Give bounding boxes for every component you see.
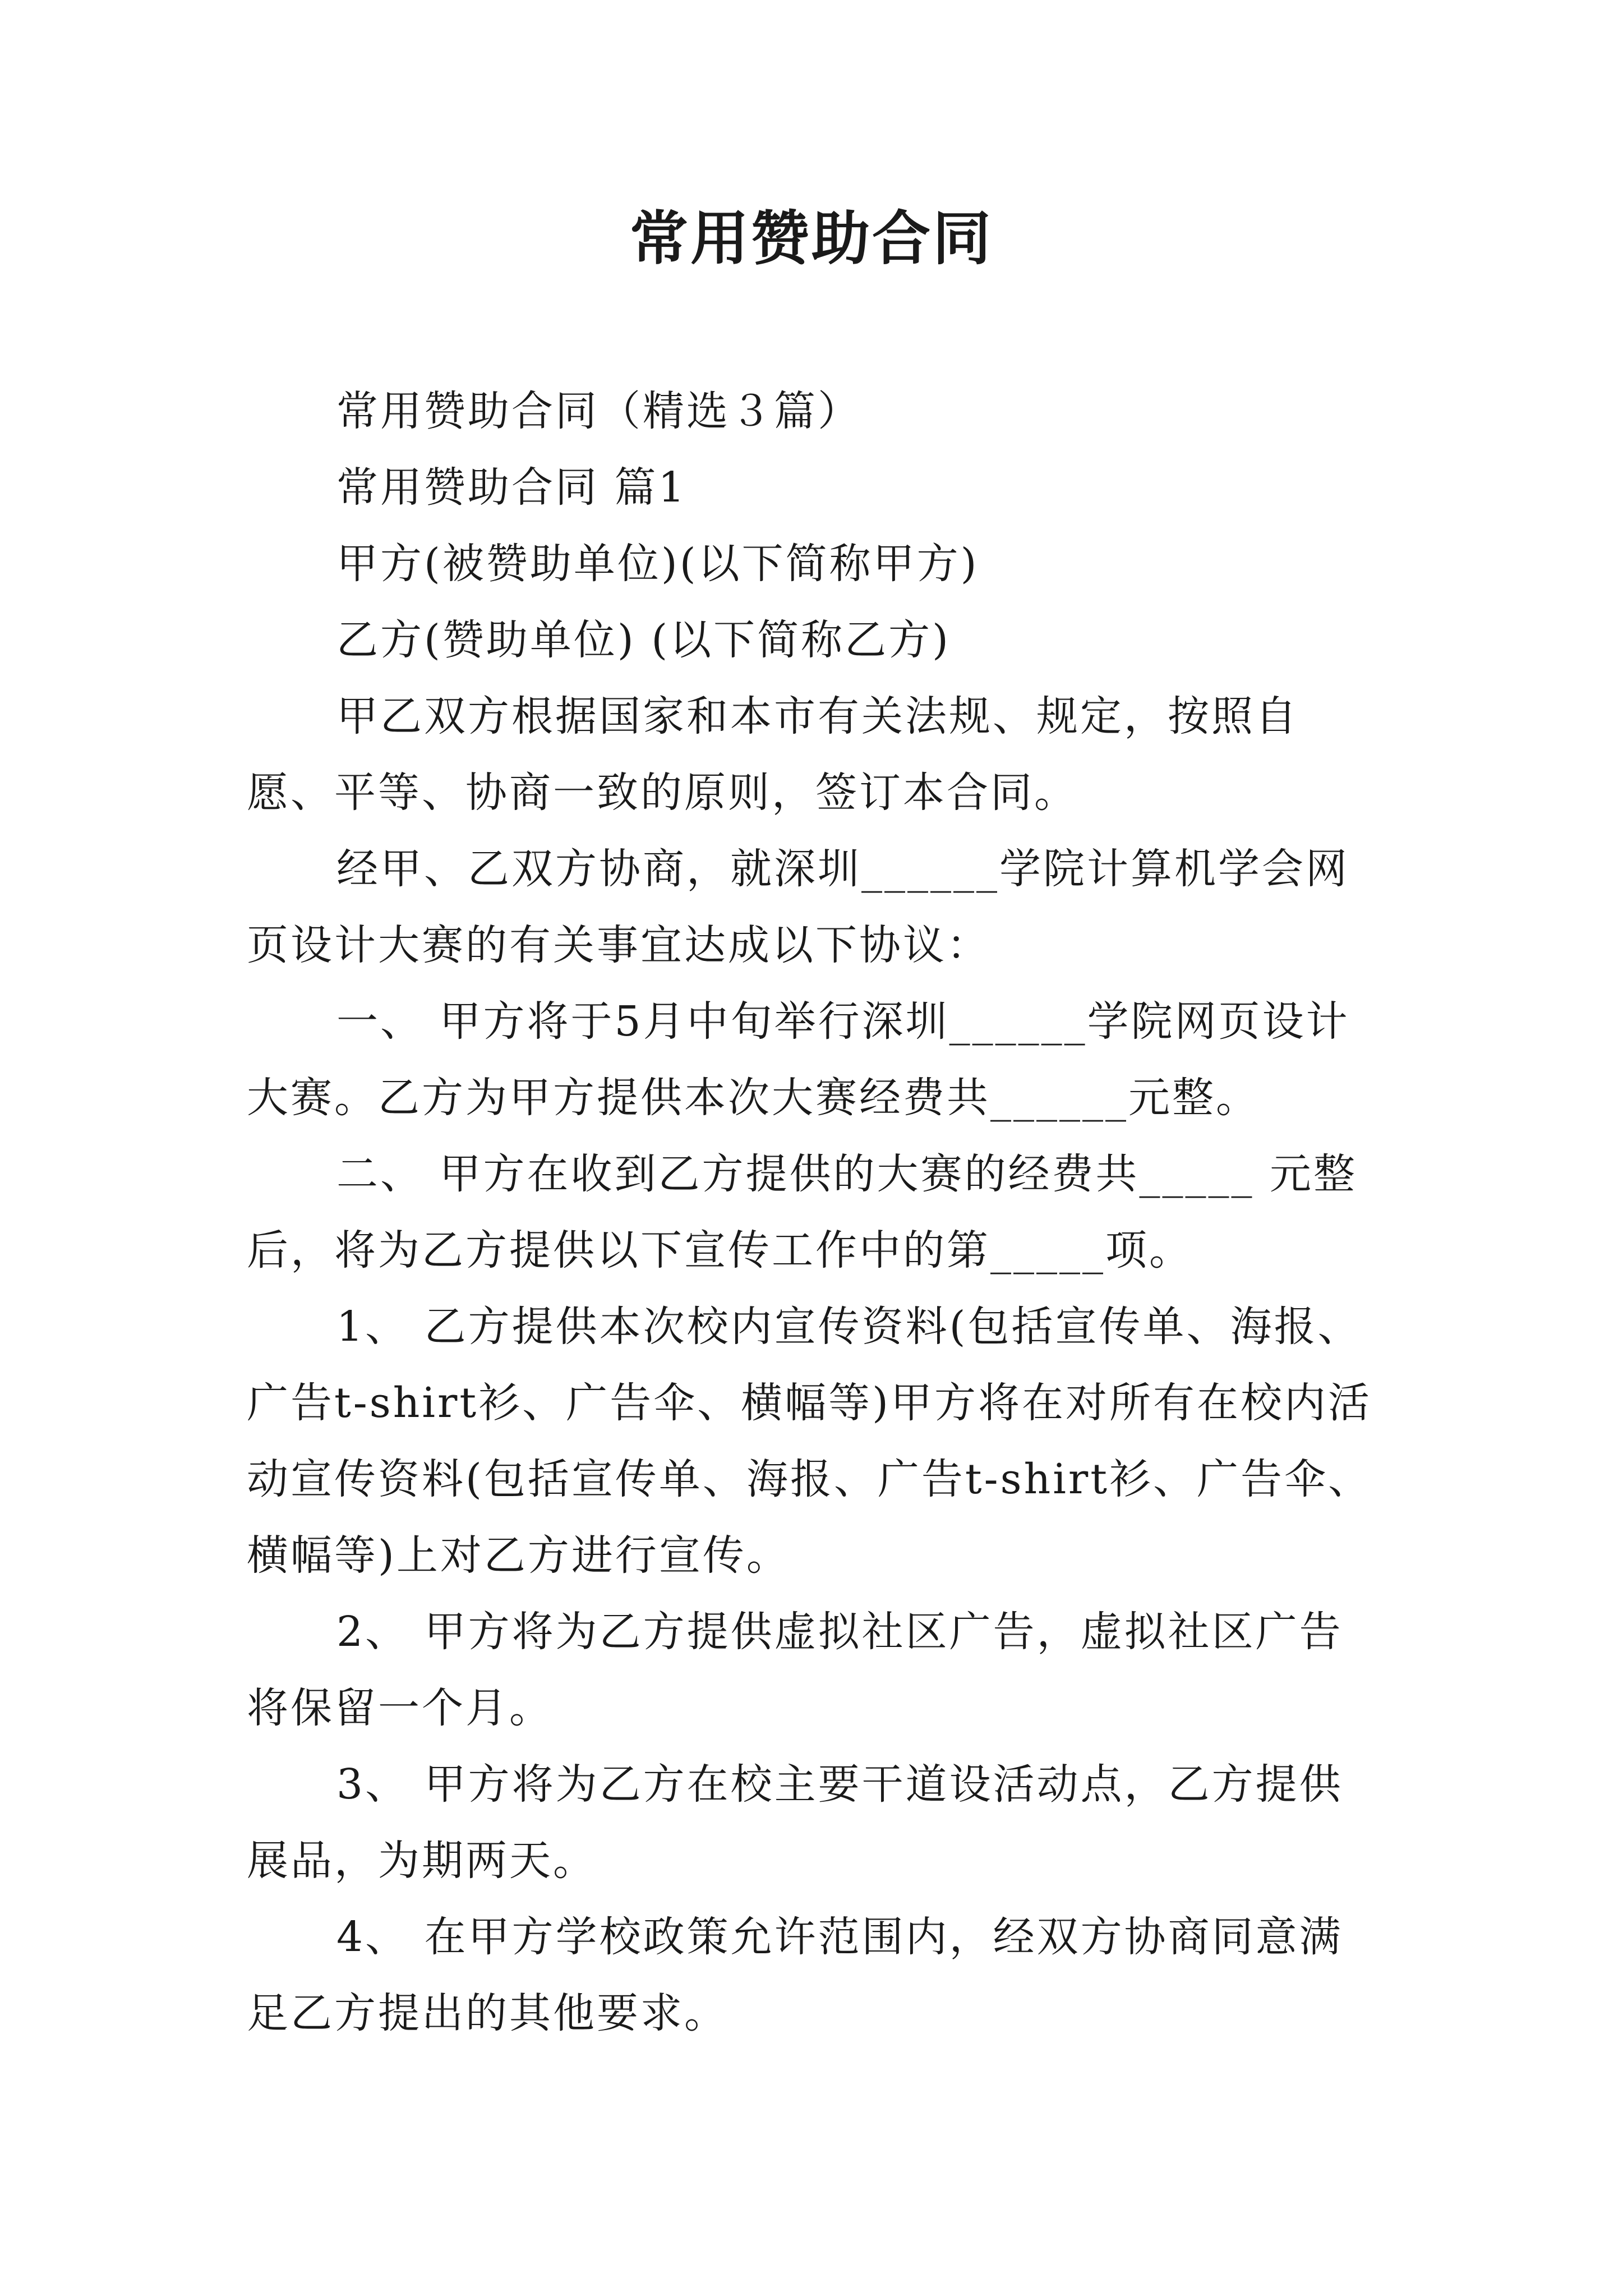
paragraph-clause-1: 一、 甲方将于5月中旬举行深圳______学院网页设计大赛。乙方为甲方提供本次大赛经费共______元整。: [247, 997, 1350, 1122]
paragraph-preamble: 甲乙双方根据国家和本市有关法规、规定，按照自愿、平等、协商一致的原则，签订本合同。: [247, 692, 1299, 817]
paragraph-item-2: 2、 甲方将为乙方提供虚拟社区广告，虚拟社区广告将保留一个月。: [247, 1608, 1343, 1732]
paragraph-party-a: 甲方(被赞助单位)(以下简称甲方): [336, 540, 979, 588]
paragraph-subtitle: 常用赞助合同（精选３篇）: [336, 387, 861, 435]
paragraph-item-4: 4、 在甲方学校政策允许范围内，经双方协商同意满足乙方提出的其他要求。: [247, 1913, 1343, 2037]
paragraph-item-3: 3、 甲方将为乙方在校主要干道设活动点，乙方提供展品，为期两天。: [247, 1760, 1343, 1885]
paragraph-party-b: 乙方(赞助单位) (以下简称乙方): [336, 616, 951, 664]
paragraph-item-1: 1、 乙方提供本次校内宣传资料(包括宣传单、海报、广告t-shirt衫、广告伞、横幅等)甲方将在对所有在校内活动宣传资料(包括宣传单、海报、广告t-shirt衫、广告伞、横幅等)上对乙方进行宣传。: [247, 1303, 1372, 1580]
paragraph-agreement-intro: 经甲、乙双方协商，就深圳______学院计算机学会网页设计大赛的有关事宜达成以下协议：: [247, 845, 1349, 969]
paragraph-clause-2: 二、 甲方在收到乙方提供的大赛的经费共_____ 元整后，将为乙方提供以下宣传工作中的第_____项。: [247, 1150, 1358, 1274]
paragraph-section-heading: 常用赞助合同 篇1: [336, 463, 687, 512]
document-title: 常用赞助合同: [629, 204, 993, 273]
document-body: [247, 373, 1380, 2051]
